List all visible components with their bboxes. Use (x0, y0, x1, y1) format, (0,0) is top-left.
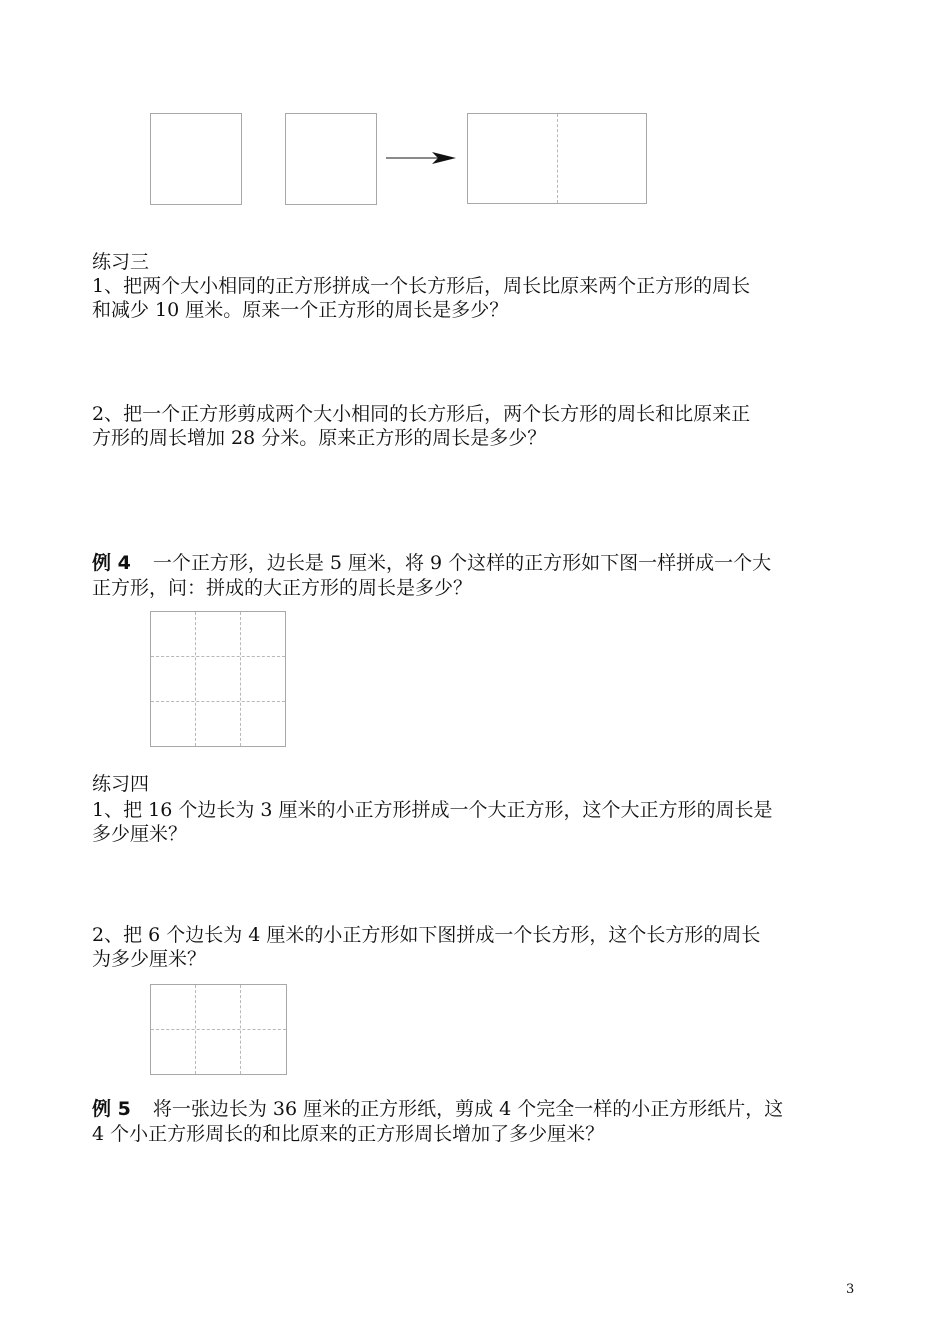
practice3-q2-line1: 2、把一个正方形剪成两个大小相同的长方形后，两个长方形的周长和比原来正 (92, 403, 751, 425)
practice4-q2-line1: 2、把 6 个边长为 4 厘米的小正方形如下图拼成一个长方形，这个长方形的周长 (92, 924, 761, 946)
example4-text-line1: 一个正方形，边长是 5 厘米，将 9 个这样的正方形如下图一样拼成一个大 (152, 552, 772, 574)
figure3-grid-2x3 (150, 984, 287, 1075)
example5-line2: 4 个小正方形周长的和比原来的正方形周长增加了多少厘米？ (92, 1123, 605, 1145)
figure1-square-right (285, 113, 377, 205)
practice3-q1-line2: 和减少 10 厘米。原来一个正方形的周长是多少？ (92, 299, 509, 321)
practice4-q1-line1: 1、把 16 个边长为 3 厘米的小正方形拼成一个大正方形，这个大正方形的周长是 (92, 799, 773, 821)
practice3-q1-line1: 1、把两个大小相同的正方形拼成一个长方形后，周长比原来两个正方形的周长 (92, 275, 751, 297)
example4-line1 (92, 551, 862, 575)
example4-line2: 正方形，问：拼成的大正方形的周长是多少？ (92, 577, 473, 599)
practice4-q2-line2: 为多少厘米？ (92, 948, 207, 970)
example5-text-line1: 将一张边长为 36 厘米的正方形纸，剪成 4 个完全一样的小正方形纸片，这 (152, 1098, 784, 1120)
figure1-combined-rectangle (467, 113, 647, 204)
practice4-heading: 练习四 (92, 773, 150, 795)
figure1-square-left (150, 113, 242, 205)
figure2-grid-3x3 (150, 611, 286, 747)
figure1-arrow-icon (384, 150, 460, 166)
practice3-heading: 练习三 (92, 251, 150, 273)
page-number: 3 (846, 1282, 855, 1297)
example4-label: 例 4 (92, 552, 131, 574)
practice3-q2-line2: 方形的周长增加 28 分米。原来正方形的周长是多少？ (92, 427, 547, 449)
practice4-q1-line2: 多少厘米？ (92, 823, 188, 845)
example5-line1 (92, 1097, 862, 1121)
example5-label: 例 5 (92, 1098, 131, 1120)
